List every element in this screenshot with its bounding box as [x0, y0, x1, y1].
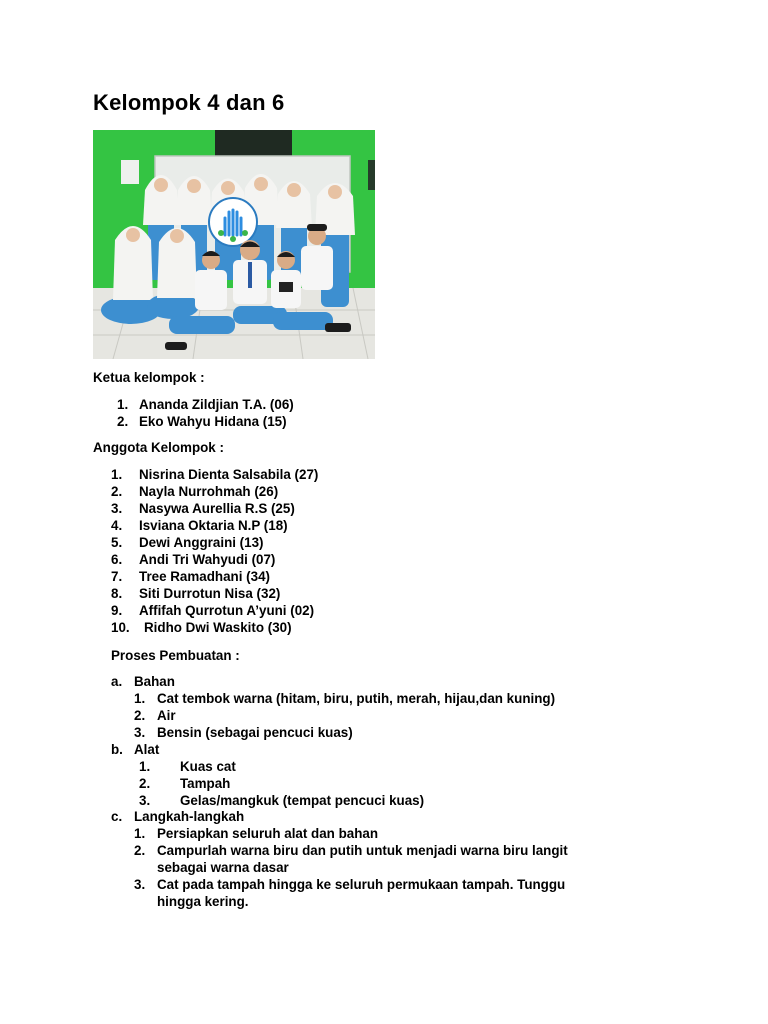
group-photo [93, 130, 375, 359]
page-title: Kelompok 4 dan 6 [93, 90, 285, 115]
leaders-heading: Ketua kelompok : [93, 370, 205, 385]
section-langkah: c. Langkah-langkah [111, 809, 245, 824]
section-alat: b. Alat [111, 742, 160, 757]
list-item: 3. Cat pada tampah hingga ke seluruh permukaan tampah. Tunggu hingga kering. [134, 877, 566, 909]
group-logo [209, 198, 257, 246]
members-heading: Anggota Kelompok : [93, 440, 224, 455]
process-heading: Proses Pembuatan : [111, 648, 240, 663]
list-item: 2. Campurlah warna biru dan putih untuk menjadi warna biru langit sebagai warna dasar [134, 843, 568, 875]
document-page: Kelompok 4 dan 6 Ketua kelompok : 1. Ananda Zildjian T.A. (06) 2. Eko Wahyu Hidana (15) Anggota Kelompok : 1. Nisrina Dienta Salsabila (27) 2. Nayla Nurrohmah (26) 3. Nasywa Aurellia R.S (25) 4. Isviana Oktaria N.P (18) 5. Dewi Anggraini (13) 6. Andi Tri Wahyudi (07) 7. Tree Ramadhani (34) 8. Siti Durrotun Nisa (32) 9. Affifah Qurrotun A’yuni (02) 10. Ridho Dwi Waskito (30) Proses Pembuatan : a. Bahan 1. Cat tembok warna (hitam, biru, putih, merah, hijau,dan kuning) 2. Air 3. Bensin (sebagai pencuci kuas) b. Alat 1. Kuas cat 2. Tampah 3. Gelas/mangkuk (tempat pencuci kuas) c. Langkah-langkah 1. Persiapkan seluruh alat dan bahan 2. Campurlah warna biru dan putih untuk menjadi warna biru langit sebagai warna dasar 3. Cat pada tampah hingga ke seluruh permukaan tampah. Tunggu hingga kering. [93, 90, 568, 909]
section-bahan: a. Bahan [111, 674, 175, 689]
group-photo-illustration [93, 130, 375, 359]
list-item: 1. Persiapkan seluruh alat dan bahan [134, 826, 379, 841]
